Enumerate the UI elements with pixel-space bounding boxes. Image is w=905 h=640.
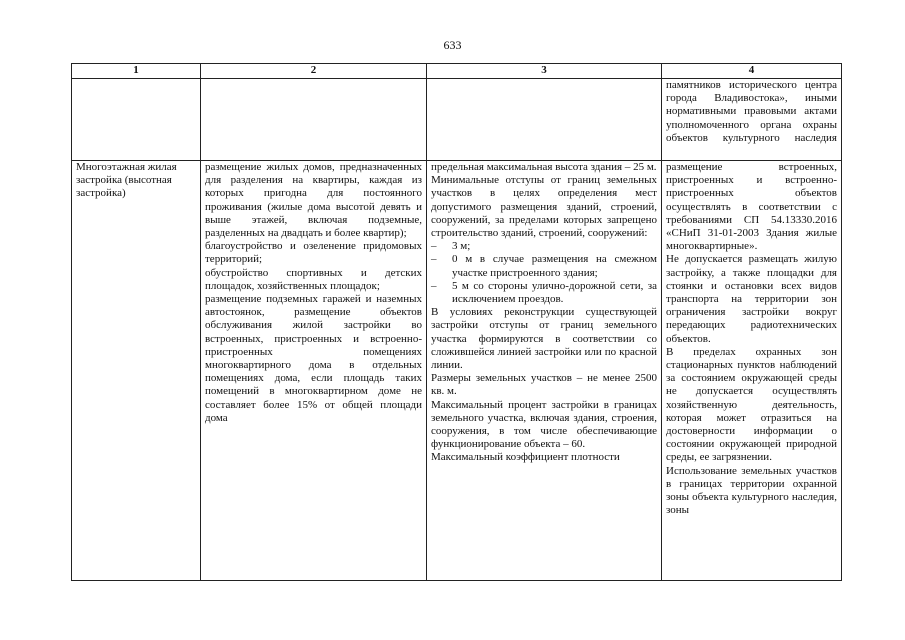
land-use-type: Многоэтажная жилая застройка (высотная застройка) [76, 161, 177, 200]
parameter-paragraph: предельная максимальная высота здания – 25 м. [431, 161, 657, 173]
permitted-use-cell [201, 161, 427, 581]
list-item-text: 3 м; [452, 240, 471, 253]
list-item [431, 253, 657, 279]
column-header-4: 4 [662, 64, 842, 79]
continuation-cell-4 [662, 79, 842, 161]
setback-list [431, 240, 657, 306]
page-number: 633 [443, 38, 462, 52]
parameter-paragraph: Минимальные отступы от границ земельных участков в целях определения мест допустимого размещения зданий, строений, сооружений, за пределами которых запрещено строительство зданий, строений, сооружений: [431, 174, 657, 240]
list-item [431, 280, 657, 306]
continuation-cell-2 [201, 79, 427, 161]
permitted-use-item: размещение жилых домов, предназначенных для разделения на квартиры, каждая из которых пригодна для постоянного проживания (жилые дома высотой девять и выше этажей, включая подземные, разделенных на двадцать и более квартир); [205, 161, 422, 240]
permitted-use-item: благоустройство и озеленение придомовых территорий; [205, 240, 422, 266]
dash-marker: – [431, 279, 437, 292]
parameter-paragraph: Максимальный процент застройки в границах земельного участка, включая здания, строения, сооружения, в том числе обеспечивающие функционирование объекта – 60. [431, 398, 657, 451]
continuation-text: памятников исторического центра города Владивостока», иными нормативными правовыми актами уполномоченного органа охраны объектов культурного наследия [666, 79, 837, 144]
list-item [431, 240, 657, 253]
parameter-paragraph: Максимальный коэффициент плотности [431, 451, 620, 464]
regulations-table [71, 63, 842, 581]
table-row [72, 79, 842, 161]
column-header-2: 2 [201, 64, 427, 79]
land-use-type-cell [72, 161, 201, 581]
continuation-cell-3 [427, 79, 662, 161]
list-item-text: 5 м со стороны улично-дорожной сети, за исключением проездов. [452, 279, 657, 306]
continuation-cell-1 [72, 79, 201, 161]
dash-marker: – [431, 240, 437, 253]
permitted-use-item: размещение подземных гаражей и наземных автостоянок, размещение объектов обслуживания жилой застройки во встроенных, пристроенных и встроенно-пристроенных помещениях многоквартирного дома в отдельных помещениях дома, если площадь таких помещений в многоквартирном доме не составляет более 15% от общей площади дома [205, 293, 422, 424]
restrictions-cell [662, 161, 842, 581]
restriction-paragraph: В пределах охранных зон стационарных пунктов наблюдений за состоянием окружающей среды не допускается осуществлять хозяйственную деятельность, которая может отразиться на достоверности информации о состоянии окружающей природной среды, ее загрязнении. [666, 345, 837, 464]
restriction-paragraph: Не допускается размещать жилую застройку, а также площадки для стоянки и остановки всех видов транспорта на территории зон ограничения застройки вокруг передающих радиотехнических объектов. [666, 253, 837, 345]
parameter-paragraph: Размеры земельных участков – не менее 2500 кв. м. [431, 372, 657, 398]
restriction-paragraph: размещение встроенных, пристроенных и встроенно-пристроенных объектов осуществлять в соответствии с требованиями СП 54.13330.2016 «СНиП 31-01-2003 Здания жилые многоквартирные». [666, 161, 837, 253]
parameters-cell [427, 161, 662, 581]
list-item-text: 0 м в случае размещения на смежном участке пристроенного здания; [452, 253, 657, 279]
restriction-paragraph: Использование земельных участков в границах территории охранной зоны объекта культурного наследия, зоны [666, 464, 837, 517]
column-header-1: 1 [72, 64, 201, 79]
permitted-use-item: обустройство спортивных и детских площадок, хозяйственных площадок; [205, 266, 422, 292]
column-header-3: 3 [427, 64, 662, 79]
table-header-row [72, 64, 842, 79]
table-row [72, 161, 842, 581]
dash-marker: – [431, 253, 437, 266]
parameter-paragraph: В условиях реконструкции существующей застройки отступы от границ земельного участка формируются в соответствии со сложившейся линией застройки или по красной линии. [431, 306, 657, 372]
